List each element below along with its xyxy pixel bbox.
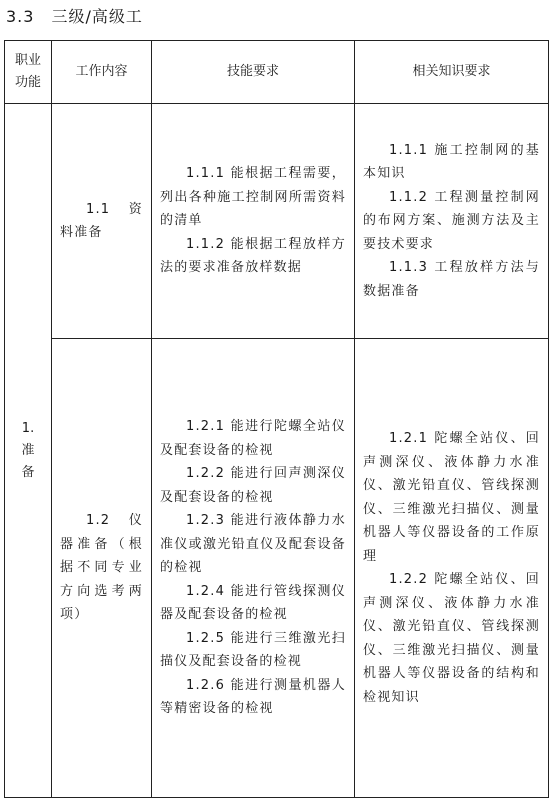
function-cell: 1. 准 备 (5, 104, 52, 798)
header-work-content: 工作内容 (52, 41, 152, 104)
header-function: 职业 功能 (5, 41, 52, 104)
table-row (5, 104, 549, 339)
work-content-cell: 1.2 仪器准备（根据不同专业方向选考两项） (52, 339, 152, 798)
header-knowledge-requirements: 相关知识要求 (355, 41, 549, 104)
table-row (5, 339, 549, 798)
table-header-row (5, 41, 549, 104)
skills-cell: 1.1.1 能根据工程需要，列出各种施工控制网所需资料的清单 1.1.2 能根据工程放样方法的要求准备放样数据 (152, 104, 355, 339)
knowledge-cell: 1.2.1 陀螺全站仪、回声测深仪、液体静力水准仪、激光铅直仪、管线探测仪、三维激光扫描仪、测量机器人等仪器设备的工作原理 1.2.2 陀螺全站仪、回声测深仪、液体静力水准仪、激光铅直仪、管线探测仪、三维激光扫描仪、测量机器人等仪器设备的结构和检视知识 (355, 339, 549, 798)
header-skill-requirements: 技能要求 (152, 41, 355, 104)
section-title: 3.3 三级/高级工 (6, 7, 143, 26)
knowledge-cell: 1.1.1 施工控制网的基本知识 1.1.2 工程测量控制网的布网方案、施测方法及主要技术要求 1.1.3 工程放样方法与数据准备 (355, 104, 549, 339)
competency-table (4, 40, 549, 798)
work-content-cell: 1.1 资料准备 (52, 104, 152, 339)
skills-cell: 1.2.1 能进行陀螺全站仪及配套设备的检视 1.2.2 能进行回声测深仪及配套设备的检视 1.2.3 能进行液体静力水准仪或激光铅直仪及配套设备的检视 1.2.4 能进行管线探测仪器及配套设备的检视 1.2.5 能进行三维激光扫描仪及配套设备的检视 1.2.6 能进行测量机器人等精密设备的检视 (152, 339, 355, 798)
